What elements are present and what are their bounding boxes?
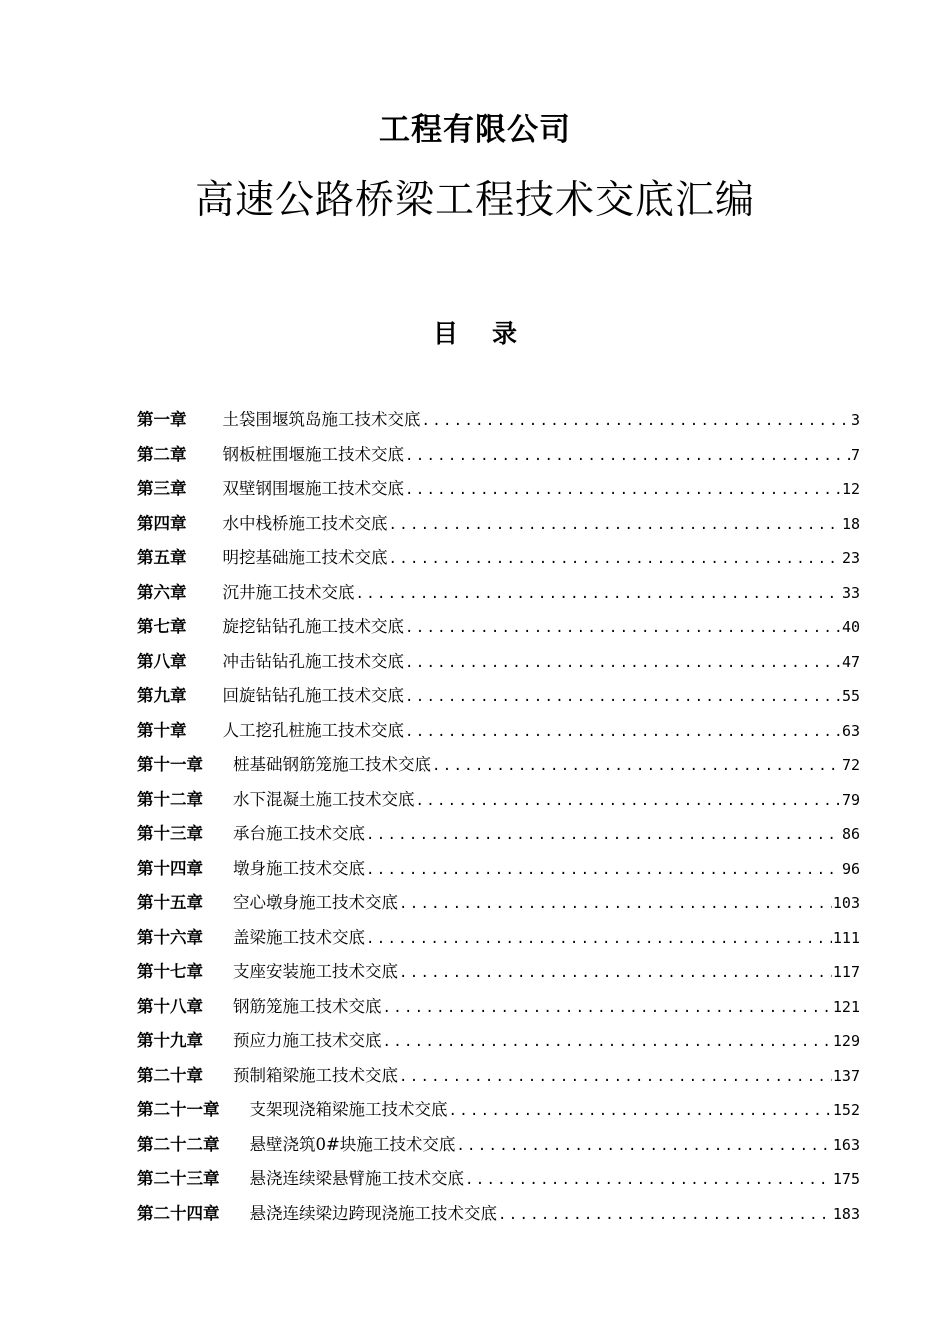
chapter-title: 人工挖孔桩施工技术交底	[222, 720, 404, 740]
page-number: 55	[841, 687, 860, 705]
chapter-number: 第三章	[137, 479, 187, 498]
toc-entry[interactable]	[137, 679, 860, 714]
toc-entry[interactable]	[137, 955, 860, 990]
page-number: 183	[832, 1204, 860, 1223]
page-number: 137	[832, 1066, 860, 1085]
page-number: 79	[841, 790, 860, 809]
chapter-number: 第二十章	[137, 1065, 203, 1085]
chapter-number: 第十章	[137, 720, 187, 740]
page-number: 121	[832, 997, 860, 1016]
chapter-number: 第七章	[137, 617, 187, 636]
chapter-number: 第二十一章	[137, 1100, 220, 1119]
toc-entry[interactable]	[137, 1059, 860, 1094]
toc-entry[interactable]	[137, 852, 860, 887]
page-number: 86	[841, 825, 860, 843]
chapter-number: 第九章	[137, 686, 187, 705]
toc-entry[interactable]	[137, 1093, 860, 1128]
page-number: 117	[832, 963, 860, 981]
chapter-title: 悬浇连续梁悬臂施工技术交底	[249, 1169, 464, 1188]
dot-leader	[405, 439, 850, 474]
dot-leader	[405, 646, 841, 681]
chapter-number: 第十八章	[137, 996, 203, 1016]
dot-leader	[432, 749, 841, 784]
toc-entry[interactable]	[137, 1024, 860, 1059]
company-name: 工程有限公司	[379, 112, 571, 148]
chapter-number: 第六章	[137, 582, 187, 602]
dot-leader	[383, 991, 832, 1026]
chapter-title: 空心墩身施工技术交底	[233, 893, 398, 912]
toc-entry[interactable]	[137, 610, 860, 645]
chapter-title: 土袋围堰筑岛施工技术交底	[222, 410, 421, 429]
chapter-title: 双壁钢围堰施工技术交底	[222, 479, 404, 498]
dot-leader	[389, 542, 841, 577]
toc-entry[interactable]	[137, 990, 860, 1025]
toc-entry[interactable]	[137, 507, 860, 542]
page-number: 12	[841, 480, 860, 498]
page-number: 3	[850, 411, 860, 429]
dot-leader	[399, 887, 832, 922]
chapter-title: 支座安装施工技术交底	[233, 962, 398, 981]
chapter-number: 第十二章	[137, 789, 203, 809]
page-number: 103	[832, 894, 860, 912]
chapter-title: 盖梁施工技术交底	[233, 927, 365, 947]
toc-entry[interactable]	[137, 472, 860, 507]
dot-leader	[465, 1163, 832, 1198]
chapter-number: 第一章	[137, 410, 187, 429]
dot-leader	[416, 784, 841, 819]
toc-entry[interactable]	[137, 541, 860, 576]
chapter-number: 第十一章	[137, 755, 203, 774]
chapter-number: 第二十三章	[137, 1169, 220, 1188]
page-number: 175	[832, 1170, 860, 1188]
page-number: 63	[841, 721, 860, 740]
dot-leader	[366, 922, 832, 957]
chapter-title: 水中栈桥施工技术交底	[222, 513, 388, 533]
chapter-number: 第十五章	[137, 893, 203, 912]
page-number: 18	[841, 514, 860, 533]
dot-leader	[399, 956, 832, 991]
page-number: 7	[850, 445, 860, 464]
toc-heading	[0, 314, 950, 350]
chapter-number: 第二十四章	[137, 1203, 220, 1223]
chapter-title: 悬壁浇筑0#块施工技术交底	[249, 1134, 456, 1154]
chapter-number: 第十六章	[137, 927, 203, 947]
toc-entry[interactable]	[137, 438, 860, 473]
toc-entry[interactable]	[137, 1162, 860, 1197]
chapter-number: 第十四章	[137, 858, 203, 878]
chapter-number: 第二章	[137, 444, 187, 464]
dot-leader	[356, 577, 841, 612]
dot-leader	[422, 404, 850, 439]
chapter-title: 旋挖钻钻孔施工技术交底	[222, 617, 404, 636]
chapter-title: 沉井施工技术交底	[222, 582, 355, 602]
chapter-title: 承台施工技术交底	[233, 824, 365, 843]
toc-heading-left: 目	[432, 319, 458, 348]
chapter-title: 支架现浇箱梁施工技术交底	[249, 1100, 448, 1119]
dot-leader	[405, 473, 841, 508]
dot-leader	[405, 715, 841, 750]
chapter-title: 回旋钻钻孔施工技术交底	[222, 686, 404, 705]
page-number: 40	[841, 618, 860, 636]
chapter-number: 第五章	[137, 548, 187, 567]
chapter-number: 第十九章	[137, 1031, 203, 1050]
toc-entry[interactable]	[137, 817, 860, 852]
dot-leader	[498, 1198, 832, 1233]
toc-entry[interactable]	[137, 1128, 860, 1163]
toc-entry[interactable]	[137, 403, 860, 438]
chapter-title: 预应力施工技术交底	[233, 1031, 382, 1050]
dot-leader	[449, 1094, 832, 1129]
page-number: 129	[832, 1032, 860, 1050]
toc-entry[interactable]	[137, 748, 860, 783]
toc-entry[interactable]	[137, 783, 860, 818]
chapter-title: 水下混凝土施工技术交底	[233, 789, 415, 809]
toc-entry[interactable]	[137, 886, 860, 921]
dot-leader	[456, 1129, 832, 1164]
chapter-title: 钢筋笼施工技术交底	[233, 996, 382, 1016]
chapter-number: 第十七章	[137, 962, 203, 981]
page-number: 111	[832, 928, 860, 947]
toc-entry[interactable]	[137, 1197, 860, 1232]
dot-leader	[366, 818, 841, 853]
chapter-title: 桩基础钢筋笼施工技术交底	[233, 755, 431, 774]
chapter-number: 第十三章	[137, 824, 203, 843]
toc-entry[interactable]	[137, 645, 860, 680]
chapter-number: 第二十二章	[137, 1134, 220, 1154]
page-number: 72	[841, 756, 860, 774]
page-number: 152	[832, 1101, 860, 1119]
page-number: 163	[832, 1135, 860, 1154]
chapter-title: 悬浇连续梁边跨现浇施工技术交底	[249, 1203, 497, 1223]
page-number: 23	[841, 549, 860, 567]
toc-entry[interactable]	[137, 714, 860, 749]
dot-leader	[389, 508, 841, 543]
table-of-contents	[137, 403, 860, 1231]
page-number: 47	[841, 652, 860, 671]
toc-entry[interactable]	[137, 576, 860, 611]
chapter-title: 墩身施工技术交底	[233, 858, 365, 878]
chapter-title: 冲击钻钻孔施工技术交底	[222, 651, 404, 671]
dot-leader	[399, 1060, 832, 1095]
toc-entry[interactable]	[137, 921, 860, 956]
page-number: 33	[841, 583, 860, 602]
toc-heading-right: 录	[492, 319, 518, 348]
chapter-number: 第八章	[137, 651, 187, 671]
chapter-title: 明挖基础施工技术交底	[222, 548, 388, 567]
chapter-title: 预制箱梁施工技术交底	[233, 1065, 398, 1085]
dot-leader	[366, 853, 841, 888]
page-number: 96	[841, 859, 860, 878]
chapter-number: 第四章	[137, 513, 187, 533]
dot-leader	[405, 611, 841, 646]
dot-leader	[405, 680, 841, 715]
chapter-title: 钢板桩围堰施工技术交底	[222, 444, 404, 464]
dot-leader	[383, 1025, 832, 1060]
document-title: 高速公路桥梁工程技术交底汇编	[194, 178, 755, 223]
